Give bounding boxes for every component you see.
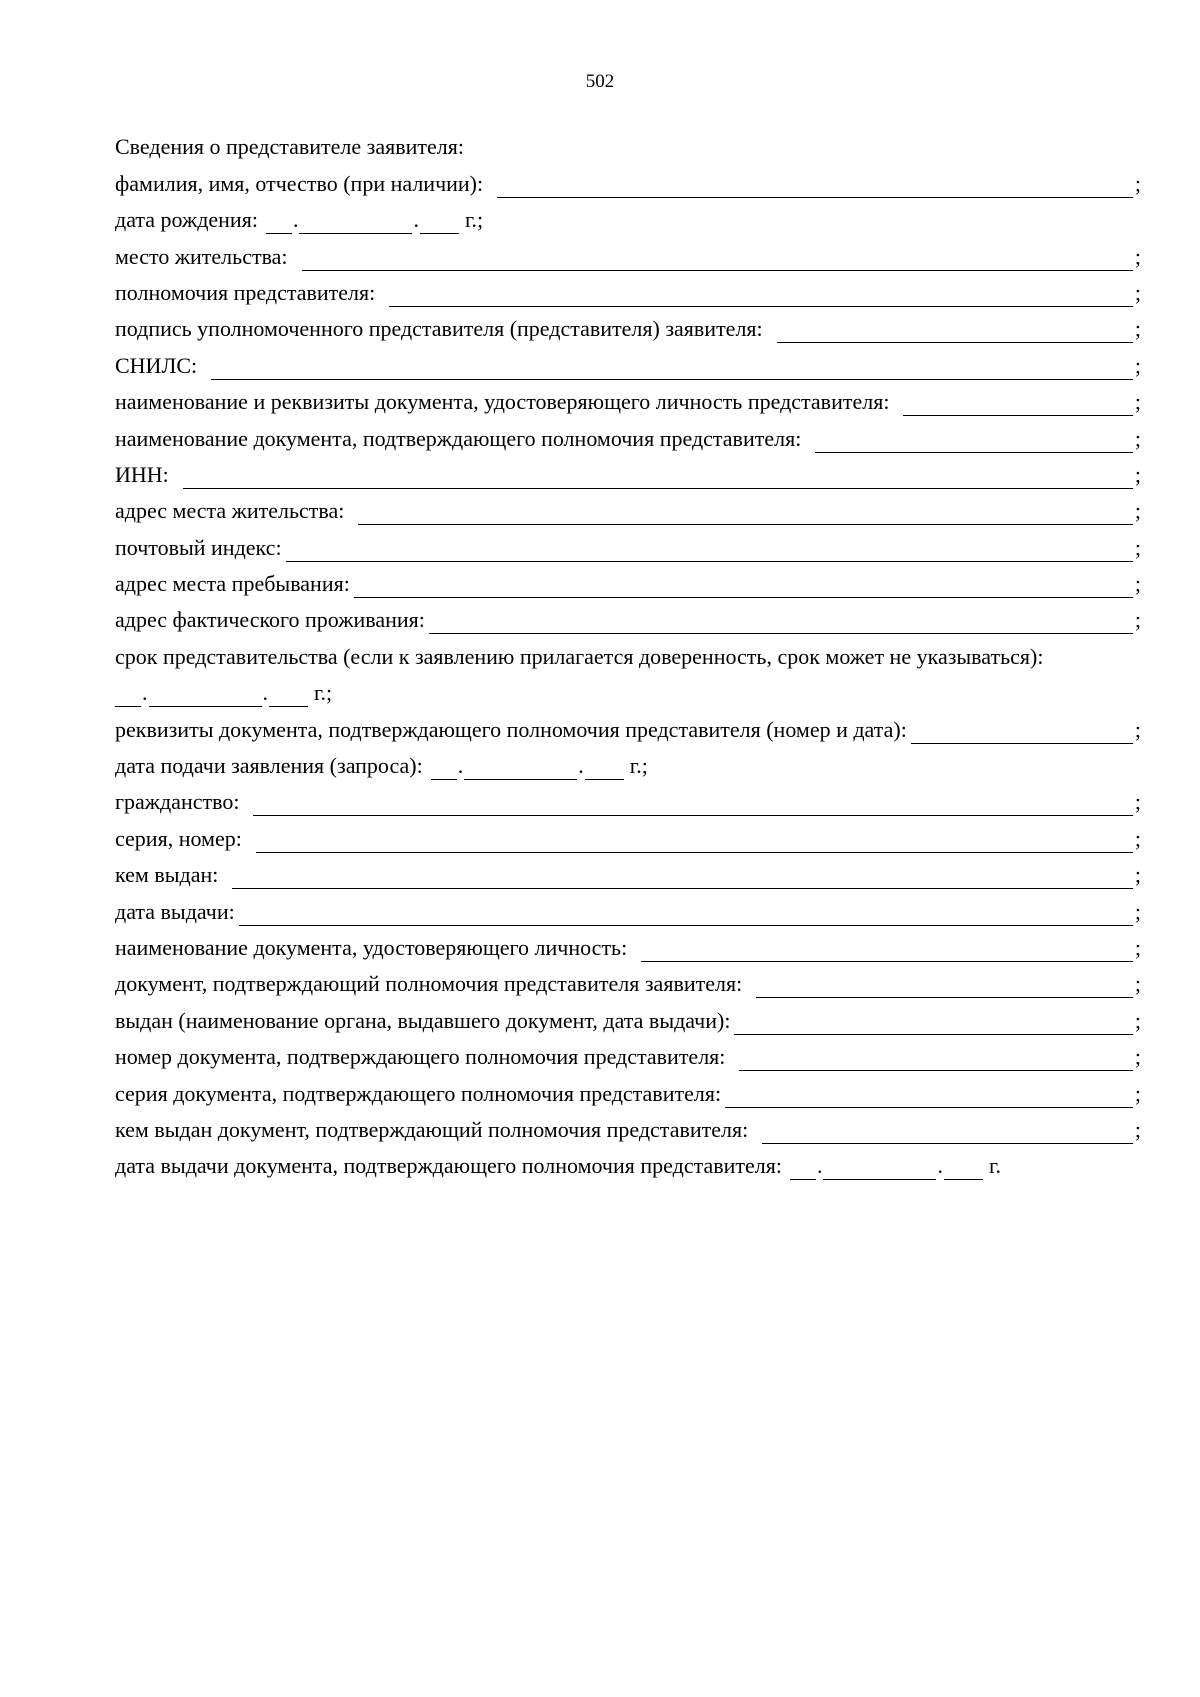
id-doc-label: наименование и реквизиты документа, удостоверяющего личность представителя: [115,389,890,415]
date-dot: . [262,680,268,706]
month-blank[interactable] [149,685,262,707]
fio-blank[interactable] [497,176,1133,198]
series-number-label: серия, номер: [115,825,242,851]
row-end: ; [1134,352,1141,378]
month-blank[interactable] [299,212,412,234]
authority-doc-row [115,962,1141,998]
authority-doc-series-row [115,1071,1141,1107]
row-end: ; [1134,1044,1141,1070]
form-heading-row [115,125,1141,161]
authority-doc-number-row [115,1035,1141,1071]
birth-date-label: дата рождения: [115,207,258,233]
row-end: ; [1134,316,1141,342]
term-label: срок представительства (если к заявлению прилагается доверенность, срок может не указываться): [115,643,1044,669]
term-date-field[interactable] [115,679,308,707]
signature-row [115,307,1141,343]
row-end: ; [1134,170,1141,196]
stay-address-label: адрес места пребывания: [115,571,350,597]
inn-label: ИНН: [115,461,169,487]
authority-doc-number-blank[interactable] [739,1049,1132,1071]
authority-doc-name-row [115,416,1141,452]
issued-by-row [115,853,1141,889]
authority-doc-name-blank[interactable] [815,431,1133,453]
identity-doc-name-label: наименование документа, удостоверяющего личность: [115,934,628,960]
citizenship-row [115,780,1141,816]
issued-by-label: кем выдан: [115,862,219,888]
row-end: ; [1134,789,1141,815]
year-suffix: г.; [629,753,648,779]
day-blank[interactable] [266,212,292,234]
row-end: ; [1134,934,1141,960]
page-number: 502 [585,71,615,92]
authority-doc-issuer-label: кем выдан документ, подтверждающий полномочия представителя: [115,1116,749,1142]
actual-address-label: адрес фактического проживания: [115,607,425,633]
actual-address-row [115,598,1141,634]
postal-code-label: почтовый индекс: [115,534,282,560]
year-blank[interactable] [944,1158,983,1180]
submission-date-field[interactable] [431,752,624,780]
inn-row [115,453,1141,489]
day-blank[interactable] [115,685,141,707]
snils-blank[interactable] [211,358,1133,380]
authority-label: полномочия представителя: [115,279,376,305]
snils-row [115,343,1141,379]
id-doc-row [115,380,1141,416]
row-end: ; [1134,425,1141,451]
residence-row [115,234,1141,270]
series-number-row [115,816,1141,852]
authority-row [115,271,1141,307]
date-dot: . [816,1153,823,1179]
authority-doc-blank[interactable] [756,976,1133,998]
row-end: ; [1134,1080,1141,1106]
authority-doc-issue-date-row [115,1144,1141,1180]
authority-doc-number-label: номер документа, подтверждающего полномочия представителя: [115,1044,726,1070]
row-end: ; [1134,825,1141,851]
row-end: ; [1134,243,1141,269]
date-dot: . [142,680,148,706]
stay-address-blank[interactable] [354,576,1133,598]
row-end: ; [1134,571,1141,597]
row-end: ; [1134,607,1141,633]
residence-address-row [115,489,1141,525]
series-number-blank[interactable] [256,831,1133,853]
postal-code-row [115,525,1141,561]
year-blank[interactable] [420,212,459,234]
year-suffix: г.; [464,207,484,233]
form-heading: Сведения о представителе заявителя: [115,134,464,160]
row-end: ; [1134,389,1141,415]
birth-date-row [115,198,1141,234]
date-dot: . [457,753,464,779]
issued-label: выдан (наименование органа, выдавшего документ, дата выдачи): [115,1007,731,1033]
row-end: ; [1134,461,1141,487]
issued-row [115,998,1141,1034]
date-dot: . [292,207,299,233]
row-end: ; [1134,971,1141,997]
month-blank[interactable] [464,758,577,780]
row-end: ; [1134,279,1141,305]
citizenship-label: гражданство: [115,789,240,815]
row-end: ; [1134,898,1141,924]
authority-doc-series-label: серия документа, подтверждающего полномочия представителя: [115,1080,722,1106]
year-blank[interactable] [585,758,624,780]
issued-blank[interactable] [734,1013,1132,1035]
submission-date-label: дата подачи заявления (запроса): [115,753,423,779]
authority-doc-issuer-blank[interactable] [762,1122,1133,1144]
snils-label: СНИЛС: [115,352,198,378]
id-doc-blank[interactable] [903,394,1132,416]
authority-doc-series-blank[interactable] [725,1086,1133,1108]
day-blank[interactable] [790,1158,816,1180]
residence-address-label: адрес места жительства: [115,498,345,524]
identity-doc-name-row [115,926,1141,962]
residence-address-blank[interactable] [358,503,1132,525]
date-dot: . [413,207,419,233]
stay-address-row [115,562,1141,598]
authority-doc-details-label: реквизиты документа, подтверждающего полномочия представителя (номер и дата): [115,716,907,742]
authority-doc-details-blank[interactable] [911,722,1133,744]
date-dot: . [578,753,584,779]
fio-label: фамилия, имя, отчество (при наличии): [115,170,484,196]
inn-blank[interactable] [183,467,1133,489]
submission-date-row [115,744,1141,780]
row-end: ; [1134,862,1141,888]
citizenship-blank[interactable] [253,794,1132,816]
actual-address-blank[interactable] [429,612,1133,634]
signature-label: подпись уполномоченного представителя (представителя) заявителя: [115,316,763,342]
row-end: ; [1134,1116,1141,1142]
term-date-row [115,671,1141,707]
residence-label: место жительства: [115,243,288,269]
birth-date-field[interactable] [266,206,459,234]
authority-doc-details-row [115,707,1141,743]
year-suffix: г.; [314,680,333,706]
row-end: ; [1134,534,1141,560]
postal-code-blank[interactable] [286,540,1133,562]
date-dot: . [937,1153,943,1179]
signature-blank[interactable] [777,321,1133,343]
authority-doc-issuer-row [115,1108,1141,1144]
issue-date-label: дата выдачи: [115,898,235,924]
issue-date-row [115,889,1141,925]
authority-doc-name-label: наименование документа, подтверждающего полномочия представителя: [115,425,802,451]
row-end: ; [1134,716,1141,742]
fio-row [115,161,1141,197]
authority-doc-label: документ, подтверждающий полномочия представителя заявителя: [115,971,743,997]
year-blank[interactable] [269,685,308,707]
year-suffix: г. [988,1153,1002,1179]
authority-doc-issue-date-label: дата выдачи документа, подтверждающего полномочия представителя: [115,1153,782,1179]
authority-blank[interactable] [389,285,1133,307]
issued-by-blank[interactable] [232,867,1133,889]
identity-doc-name-blank[interactable] [641,940,1133,962]
row-end: ; [1134,498,1141,524]
month-blank[interactable] [823,1158,936,1180]
term-row [115,634,1141,670]
residence-blank[interactable] [302,249,1133,271]
issue-date-blank[interactable] [239,904,1133,926]
authority-doc-issue-date-field[interactable] [790,1152,983,1180]
day-blank[interactable] [431,758,457,780]
representative-form [115,125,1141,1180]
row-end: ; [1134,1007,1141,1033]
